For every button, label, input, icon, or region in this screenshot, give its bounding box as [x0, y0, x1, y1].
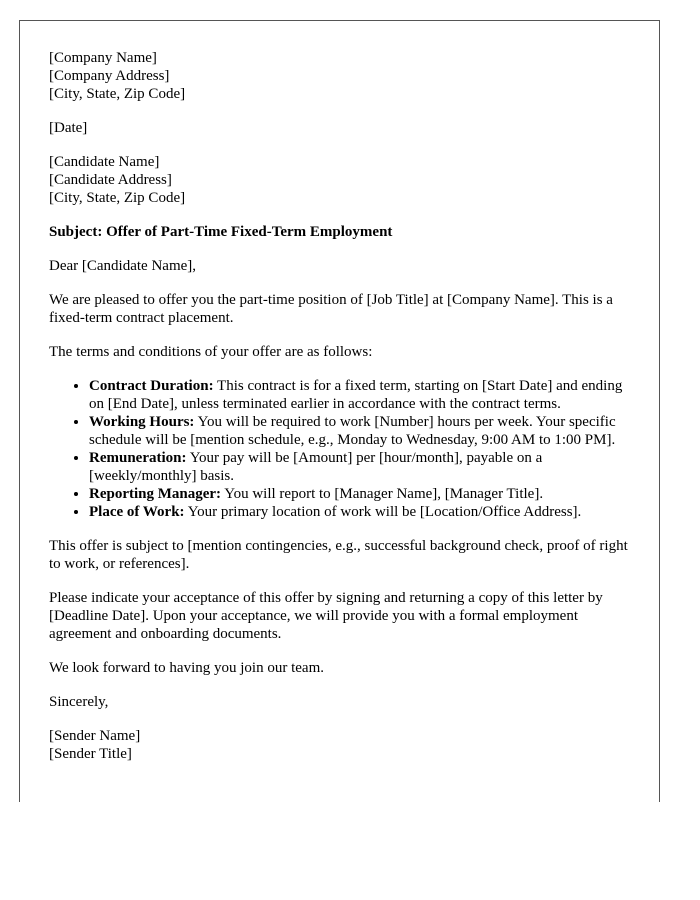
- company-name: [Company Name]: [49, 50, 157, 66]
- term-text: Your primary location of work will be [Location/Office Address].: [184, 504, 582, 520]
- acceptance-paragraph: Please indicate your acceptance of this offer by signing and returning a copy of this letter by [Deadline Date]. Upon your acceptance, we will provide you with a formal employment agreement and onboarding documents.: [49, 590, 603, 642]
- term-label: Place of Work:: [89, 504, 185, 520]
- sender-name: [Sender Name]: [49, 728, 141, 744]
- list-item: [89, 377, 630, 413]
- list-item: [89, 413, 630, 449]
- list-item: [89, 485, 630, 503]
- contingency-paragraph: This offer is subject to [mention contingencies, e.g., successful background check, proof of right to work, or references].: [49, 538, 628, 572]
- recipient-address-block: [49, 153, 630, 207]
- term-text: You will be required to work [Number] hours per week. Your specific schedule will be [mention schedule, e.g., Monday to Wednesday, 9:00 AM to 1:00 PM].: [89, 414, 616, 448]
- candidate-name: [Candidate Name]: [49, 154, 160, 170]
- sender-address-block: [49, 49, 630, 103]
- term-label: Working Hours:: [89, 414, 195, 430]
- candidate-address: [Candidate Address]: [49, 172, 172, 188]
- sign-off: Sincerely,: [49, 694, 109, 710]
- closing-note: We look forward to having you join our team.: [49, 660, 324, 676]
- letter-page: [19, 20, 660, 802]
- term-text: You will report to [Manager Name], [Manager Title].: [221, 486, 544, 502]
- salutation: Dear [Candidate Name],: [49, 258, 197, 274]
- terms-intro: The terms and conditions of your offer are as follows:: [49, 344, 373, 360]
- company-city: [City, State, Zip Code]: [49, 86, 186, 102]
- term-label: Remuneration:: [89, 450, 187, 466]
- company-address: [Company Address]: [49, 68, 170, 84]
- list-item: [89, 449, 630, 485]
- terms-list: [49, 377, 630, 521]
- letter-subject: Subject: Offer of Part-Time Fixed-Term Employment: [49, 224, 393, 240]
- term-text: Your pay will be [Amount] per [hour/month], payable on a [weekly/monthly] basis.: [89, 450, 543, 484]
- list-item: [89, 503, 630, 521]
- intro-paragraph: We are pleased to offer you the part-time position of [Job Title] at [Company Name]. This is a fixed-term contract placement.: [49, 292, 613, 326]
- term-text: This contract is for a fixed term, starting on [Start Date] and ending on [End Date], unless terminated earlier in accordance with the contract terms.: [89, 378, 623, 412]
- term-label: Contract Duration:: [89, 378, 214, 394]
- signature-block: [49, 727, 630, 763]
- letter-date: [Date]: [49, 120, 88, 136]
- candidate-city: [City, State, Zip Code]: [49, 190, 186, 206]
- sender-title: [Sender Title]: [49, 746, 132, 762]
- term-label: Reporting Manager:: [89, 486, 222, 502]
